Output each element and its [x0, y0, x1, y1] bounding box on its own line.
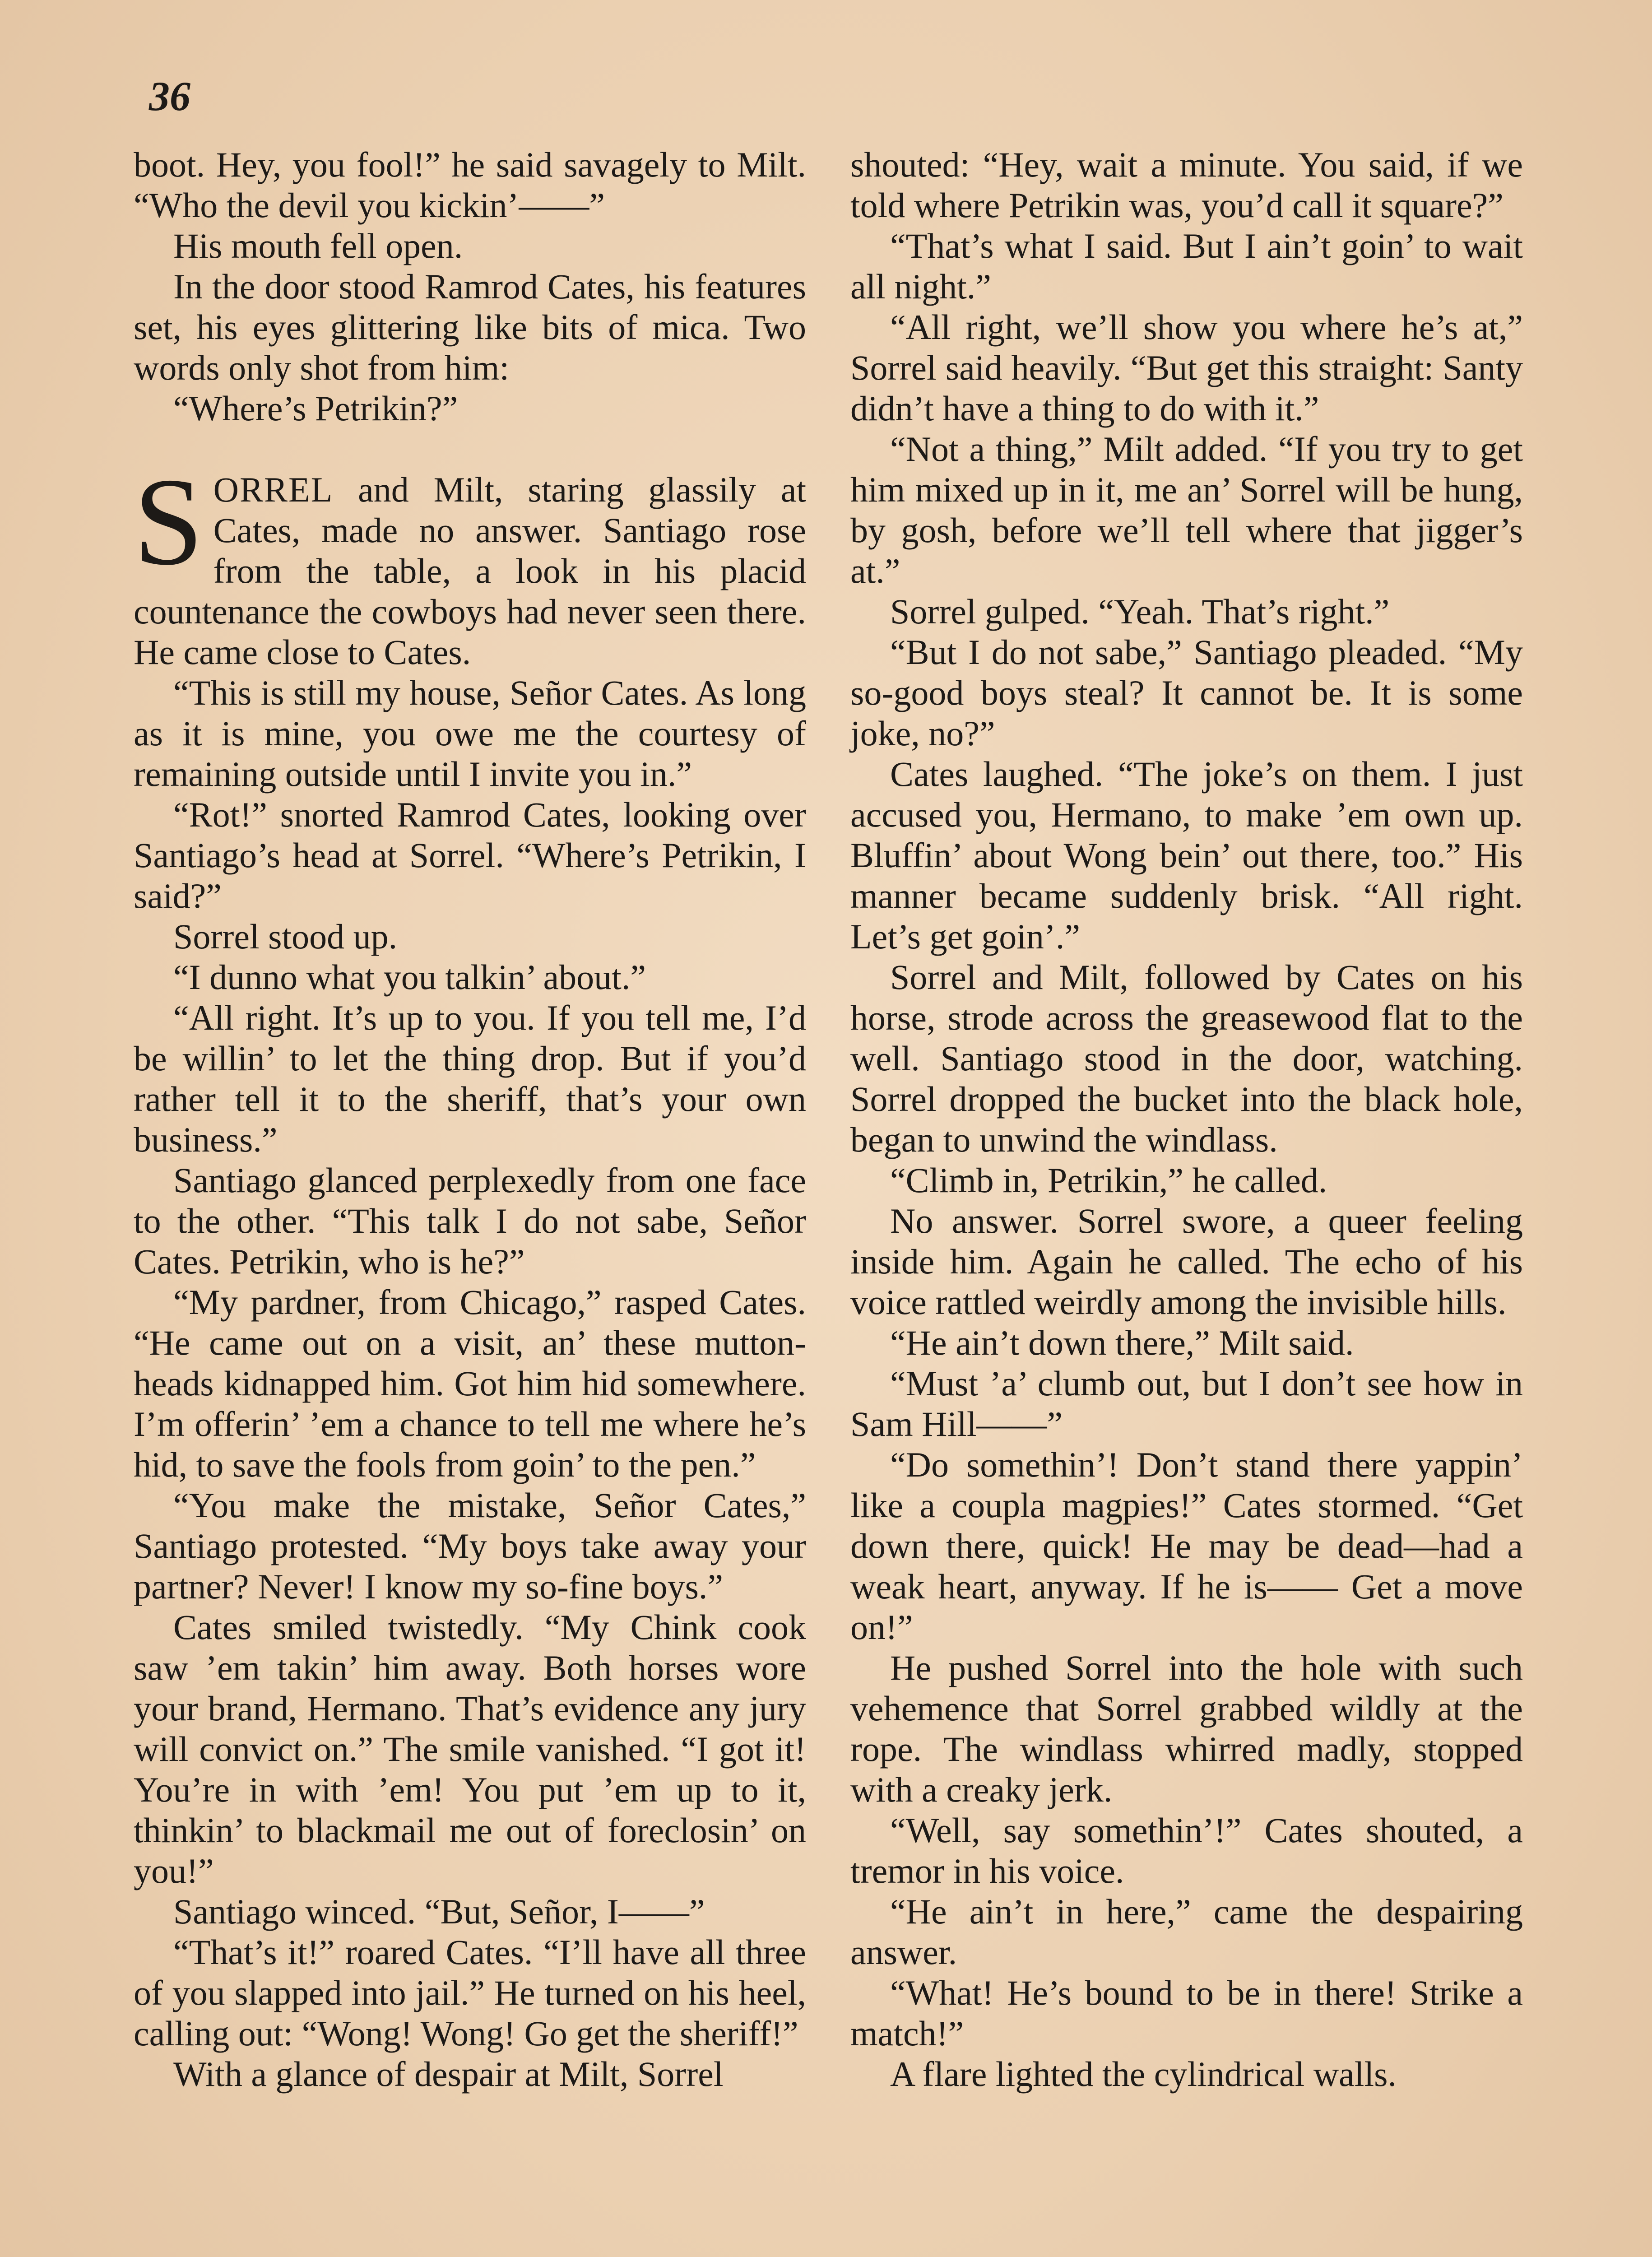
paragraph: “But I do not sabe,” Santiago pleaded. “My so-good boys steal? It cannot be. It is some joke, no?”	[850, 632, 1523, 753]
paragraph: “That’s what I said. But I ain’t goin’ to wait all night.”	[850, 226, 1523, 306]
paragraph: shouted: “Hey, wait a minute. You said, if we told where Petrikin was, you’d call it square?”	[850, 145, 1523, 225]
drop-cap: S	[134, 452, 204, 591]
paragraph: He pushed Sorrel into the hole with such vehemence that Sorrel grabbed wildly at the rope. The windlass whirred madly, stopped with a creaky jerk.	[850, 1648, 1523, 1809]
right-column	[850, 144, 1523, 2094]
dropcap-paragraph	[134, 452, 806, 673]
paragraph: With a glance of despair at Milt, Sorrel	[173, 2054, 724, 2094]
paragraph: “Must ’a’ clumb out, but I don’t see how in Sam Hill——”	[850, 1364, 1523, 1444]
paragraph: “Climb in, Petrikin,” he called.	[890, 1161, 1327, 1200]
paragraph: “He ain’t in here,” came the despairing answer.	[850, 1892, 1523, 1972]
paragraph-text: and Milt, staring glassily at Cates, made no answer. Santiago rose from the table, a look in his placid countenance the cowboys had never seen there. He came close to Cates.	[134, 470, 806, 672]
paragraph: Santiago winced. “But, Señor, I——”	[173, 1892, 705, 1931]
paragraph: A flare lighted the cylindrical walls.	[890, 2054, 1397, 2094]
page-number: 36	[149, 73, 190, 119]
paragraph: “Where’s Petrikin?”	[173, 389, 458, 428]
small-caps-word: ORREL	[213, 470, 334, 509]
paragraph: “This is still my house, Señor Cates. As long as it is mine, you owe me the courtesy of remaining outside until I invite you in.”	[134, 673, 806, 794]
paragraph: “What! He’s bound to be in there! Strike a match!”	[850, 1973, 1523, 2053]
paragraph: “That’s it!” roared Cates. “I’ll have all three of you slapped into jail.” He turned on his heel, calling out: “Wong! Wong! Go get the sheriff!”	[134, 1932, 806, 2053]
paragraph: “He ain’t down there,” Milt said.	[890, 1323, 1354, 1362]
paragraph: His mouth fell open.	[173, 226, 463, 265]
paragraph: No answer. Sorrel swore, a queer feeling inside him. Again he called. The echo of his voice rattled weirdly among the invisible hills.	[850, 1201, 1523, 1322]
paragraph: “Well, say somethin’!” Cates shouted, a tremor in his voice.	[850, 1811, 1523, 1890]
paragraph: “All right. It’s up to you. If you tell me, I’d be willin’ to let the thing drop. But if you’d rather tell it to the sheriff, that’s your own business.”	[134, 998, 806, 1159]
paragraph: Sorrel stood up.	[173, 917, 398, 956]
paragraph: “Not a thing,” Milt added. “If you try to get him mixed up in it, me an’ Sorrel will be hung, by gosh, before we’ll tell where that jigger’s at.”	[850, 429, 1523, 590]
paragraph: Cates laughed. “The joke’s on them. I just accused you, Hermano, to make ’em own up. Bluffin’ about Wong bein’ out there, too.” His manner became suddenly brisk. “All right. Let’s get goin’.”	[850, 754, 1523, 956]
paragraph: “You make the mistake, Señor Cates,” Santiago protested. “My boys take away your partner? Never! I know my so-fine boys.”	[134, 1486, 806, 1606]
paragraph: Sorrel and Milt, followed by Cates on his horse, strode across the greasewood flat to the well. Santiago stood in the door, watching. Sorrel dropped the bucket into the black hole, began to unwind the windlass.	[850, 957, 1523, 1159]
paragraph: boot. Hey, you fool!” he said savagely to Milt. “Who the devil you kickin’——”	[134, 145, 806, 225]
left-column	[134, 144, 806, 2094]
paragraph: In the door stood Ramrod Cates, his features set, his eyes glittering like bits of mica. Two words only shot from him:	[134, 267, 806, 387]
paragraph: “Rot!” snorted Ramrod Cates, looking over Santiago’s head at Sorrel. “Where’s Petrikin, I said?”	[134, 795, 806, 915]
paragraph: “My pardner, from Chicago,” rasped Cates. “He came out on a visit, an’ these mutton-heads kidnapped him. Got him hid somewhere. I’m offerin’ ’em a chance to tell me where he’s hid, to save the fools from goin’ to the pen.”	[134, 1282, 806, 1484]
paragraph: “All right, we’ll show you where he’s at,” Sorrel said heavily. “But get this straight: Santy didn’t have a thing to do with it.”	[850, 307, 1523, 428]
paragraph: “I dunno what you talkin’ about.”	[173, 957, 646, 997]
paragraph: “Do somethin’! Don’t stand there yappin’ like a coupla magpies!” Cates stormed. “Get down there, quick! He may be dead—had a weak heart, anyway. If he is—— Get a move on!”	[850, 1445, 1523, 1647]
paragraph: Sorrel gulped. “Yeah. That’s right.”	[890, 592, 1390, 631]
paragraph: Cates smiled twistedly. “My Chink cook saw ’em takin’ him away. Both horses wore your brand, Hermano. That’s evidence any jury will convict on.” The smile vanished. “I got it! You’re in with ’em! You put ’em up to it, thinkin’ to blackmail me out of foreclosin’ on you!”	[134, 1607, 806, 1890]
paragraph: Santiago glanced perplexedly from one face to the other. “This talk I do not sabe, Señor Cates. Petrikin, who is he?”	[134, 1161, 806, 1281]
